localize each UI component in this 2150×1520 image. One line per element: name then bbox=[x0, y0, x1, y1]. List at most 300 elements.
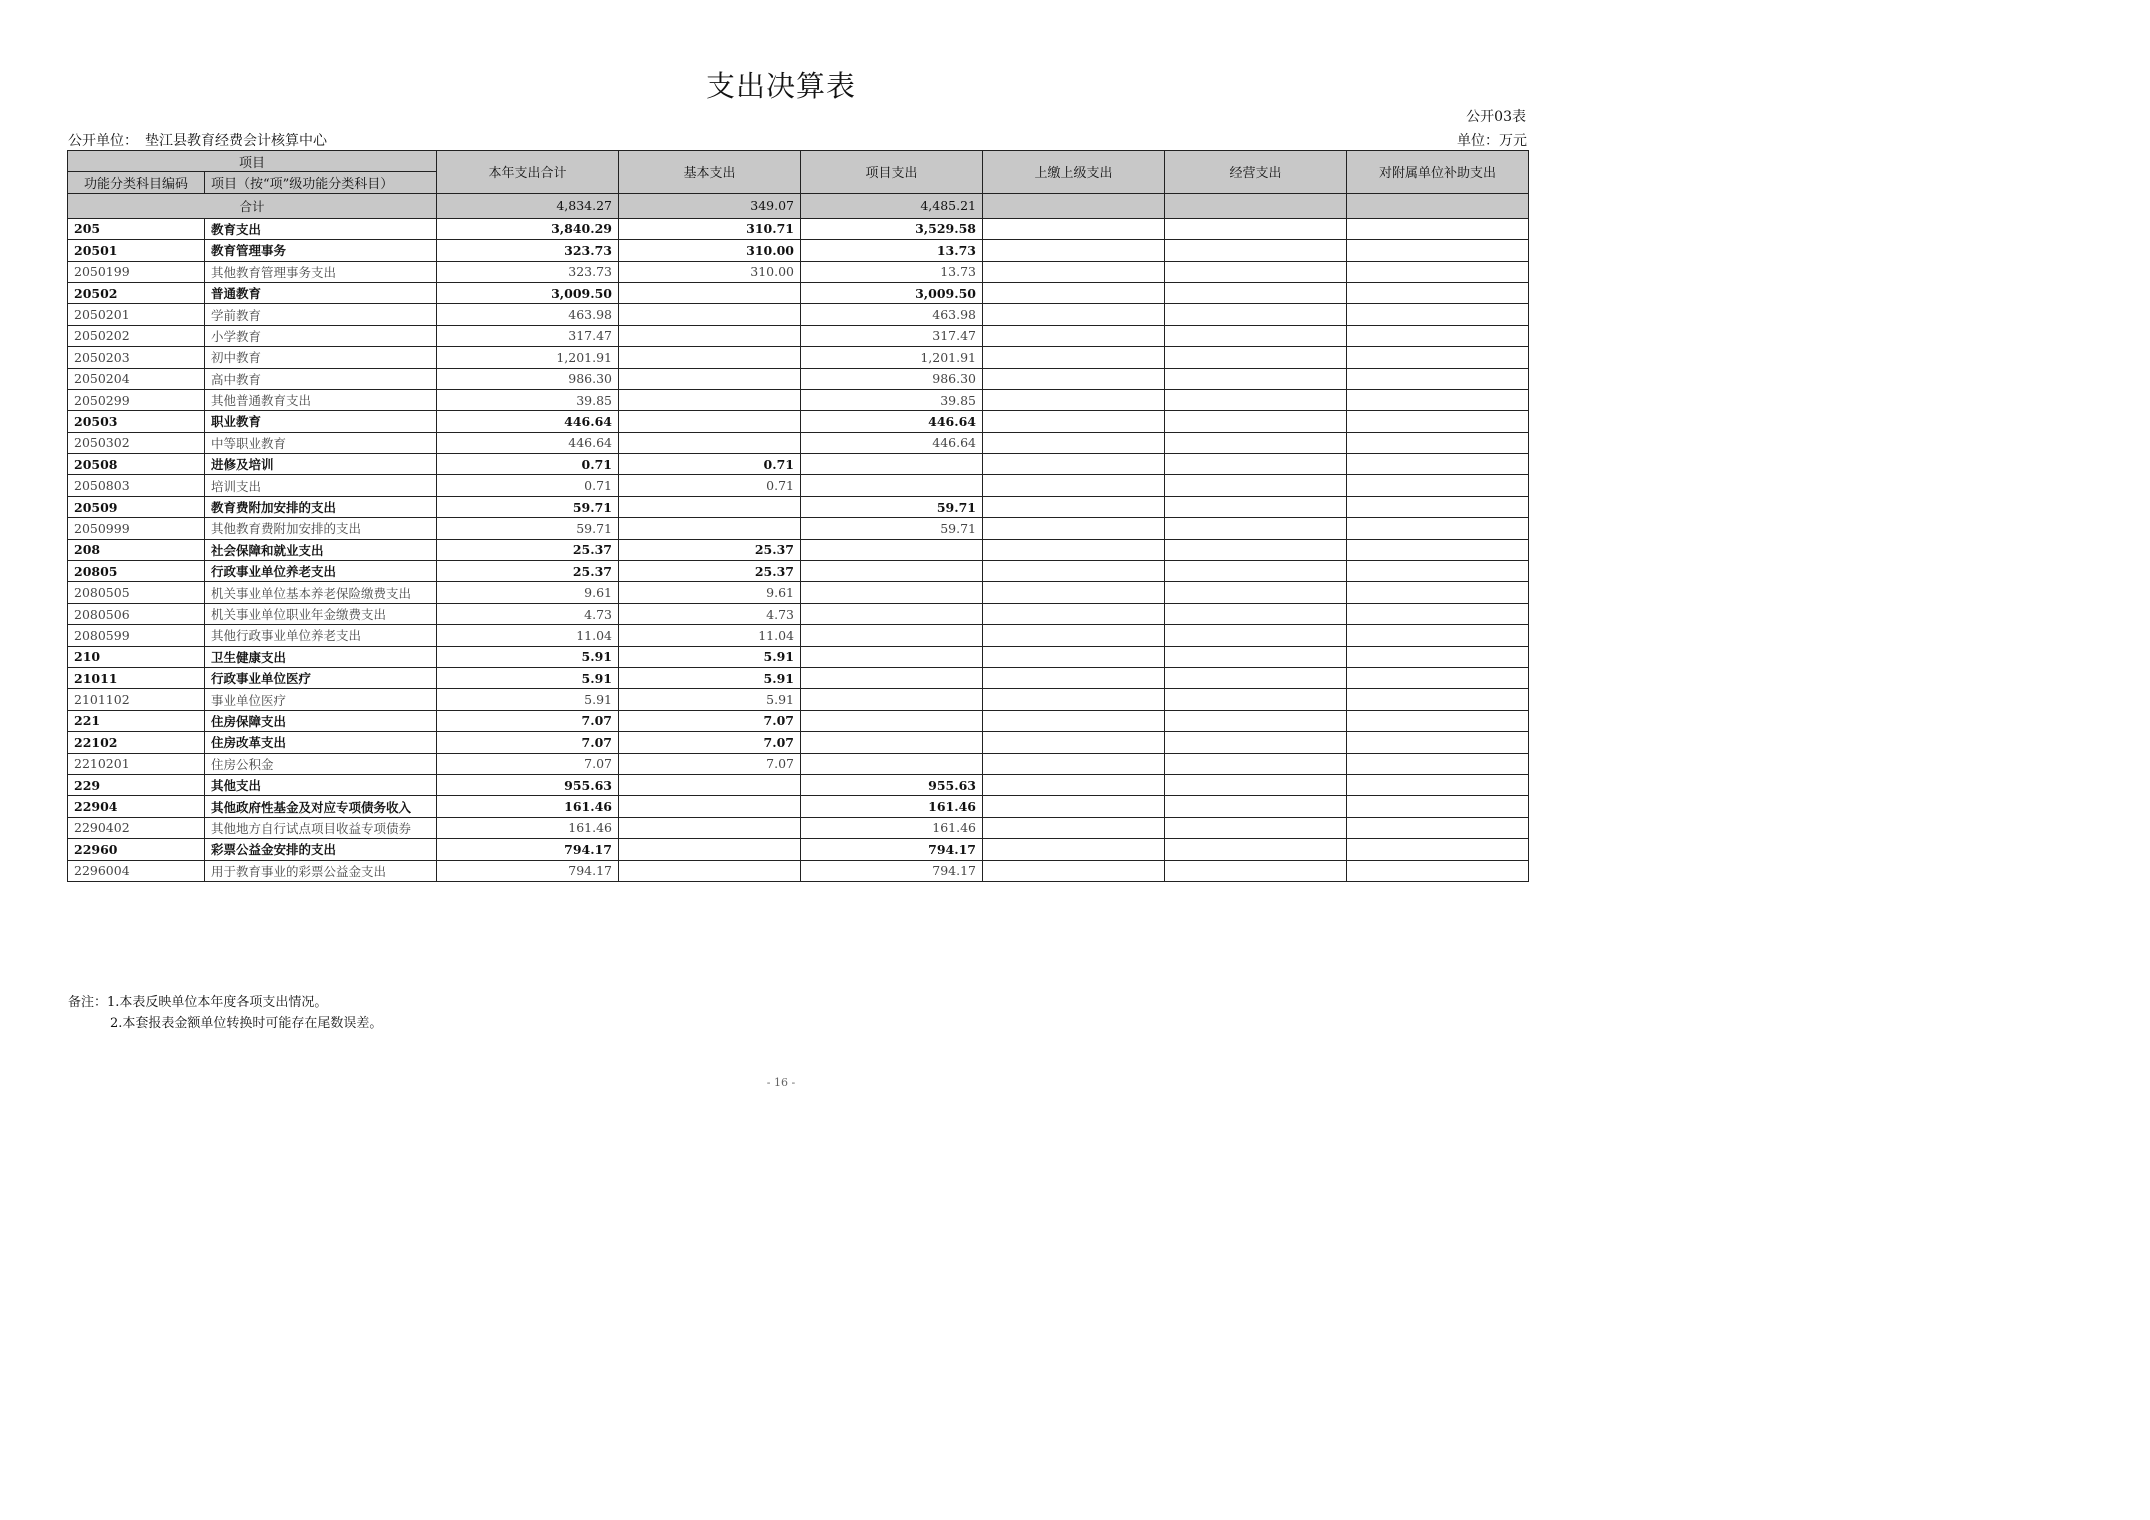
header-total: 本年支出合计 bbox=[437, 151, 619, 194]
row-basic bbox=[619, 282, 801, 303]
row-name: 彩票公益金安排的支出 bbox=[205, 839, 437, 860]
row-basic bbox=[619, 796, 801, 817]
row-total: 59.71 bbox=[437, 518, 619, 539]
table-row bbox=[68, 689, 1529, 710]
row-basic: 5.91 bbox=[619, 646, 801, 667]
row-subsidy bbox=[1347, 539, 1529, 560]
row-upper bbox=[983, 389, 1165, 410]
row-business bbox=[1165, 732, 1347, 753]
table-row bbox=[68, 454, 1529, 475]
row-subsidy bbox=[1347, 839, 1529, 860]
row-basic: 7.07 bbox=[619, 753, 801, 774]
row-project: 794.17 bbox=[801, 839, 983, 860]
row-code: 2050803 bbox=[68, 475, 205, 496]
row-basic: 11.04 bbox=[619, 625, 801, 646]
row-code: 2290402 bbox=[68, 817, 205, 838]
row-total: 3,840.29 bbox=[437, 218, 619, 239]
row-name: 中等职业教育 bbox=[205, 432, 437, 453]
total-amount: 4,834.27 bbox=[437, 193, 619, 218]
row-subsidy bbox=[1347, 817, 1529, 838]
row-subsidy bbox=[1347, 582, 1529, 603]
table-row bbox=[68, 411, 1529, 432]
row-name: 小学教育 bbox=[205, 325, 437, 346]
row-basic bbox=[619, 325, 801, 346]
row-basic bbox=[619, 496, 801, 517]
row-subsidy bbox=[1347, 389, 1529, 410]
row-project: 794.17 bbox=[801, 860, 983, 881]
row-code: 2050202 bbox=[68, 325, 205, 346]
table-row bbox=[68, 796, 1529, 817]
row-business bbox=[1165, 753, 1347, 774]
table-row bbox=[68, 475, 1529, 496]
table-row bbox=[68, 518, 1529, 539]
row-business bbox=[1165, 347, 1347, 368]
row-business bbox=[1165, 689, 1347, 710]
row-subsidy bbox=[1347, 774, 1529, 795]
row-total: 25.37 bbox=[437, 561, 619, 582]
row-upper bbox=[983, 774, 1165, 795]
row-name: 行政事业单位养老支出 bbox=[205, 561, 437, 582]
row-name: 机关事业单位基本养老保险缴费支出 bbox=[205, 582, 437, 603]
row-project: 986.30 bbox=[801, 368, 983, 389]
row-project: 955.63 bbox=[801, 774, 983, 795]
row-subsidy bbox=[1347, 625, 1529, 646]
row-basic: 7.07 bbox=[619, 732, 801, 753]
row-basic: 310.00 bbox=[619, 240, 801, 261]
total-label: 合计 bbox=[68, 193, 437, 218]
row-project bbox=[801, 454, 983, 475]
row-subsidy bbox=[1347, 218, 1529, 239]
row-upper bbox=[983, 603, 1165, 624]
row-total: 1,201.91 bbox=[437, 347, 619, 368]
row-total: 794.17 bbox=[437, 860, 619, 881]
row-project: 446.64 bbox=[801, 411, 983, 432]
row-name: 教育费附加安排的支出 bbox=[205, 496, 437, 517]
row-subsidy bbox=[1347, 603, 1529, 624]
row-basic bbox=[619, 304, 801, 325]
row-total: 323.73 bbox=[437, 261, 619, 282]
row-subsidy bbox=[1347, 518, 1529, 539]
row-name: 职业教育 bbox=[205, 411, 437, 432]
table-row bbox=[68, 710, 1529, 731]
row-business bbox=[1165, 282, 1347, 303]
row-basic bbox=[619, 860, 801, 881]
row-total: 25.37 bbox=[437, 539, 619, 560]
row-project: 161.46 bbox=[801, 817, 983, 838]
row-basic: 25.37 bbox=[619, 539, 801, 560]
table-row bbox=[68, 432, 1529, 453]
row-upper bbox=[983, 667, 1165, 688]
row-business bbox=[1165, 368, 1347, 389]
row-total: 317.47 bbox=[437, 325, 619, 346]
total-row bbox=[68, 193, 1529, 218]
row-business bbox=[1165, 667, 1347, 688]
table-row bbox=[68, 860, 1529, 881]
table-row bbox=[68, 261, 1529, 282]
row-total: 463.98 bbox=[437, 304, 619, 325]
row-project bbox=[801, 710, 983, 731]
row-basic: 4.73 bbox=[619, 603, 801, 624]
table-row bbox=[68, 347, 1529, 368]
row-subsidy bbox=[1347, 325, 1529, 346]
row-subsidy bbox=[1347, 561, 1529, 582]
table-row bbox=[68, 753, 1529, 774]
row-name: 住房公积金 bbox=[205, 753, 437, 774]
header-project: 项目支出 bbox=[801, 151, 983, 194]
row-code: 2101102 bbox=[68, 689, 205, 710]
row-basic: 5.91 bbox=[619, 667, 801, 688]
row-subsidy bbox=[1347, 240, 1529, 261]
row-code: 20501 bbox=[68, 240, 205, 261]
row-code: 2080506 bbox=[68, 603, 205, 624]
row-total: 161.46 bbox=[437, 817, 619, 838]
table-row bbox=[68, 561, 1529, 582]
row-project: 59.71 bbox=[801, 496, 983, 517]
row-name: 住房保障支出 bbox=[205, 710, 437, 731]
row-project: 59.71 bbox=[801, 518, 983, 539]
row-business bbox=[1165, 389, 1347, 410]
row-subsidy bbox=[1347, 732, 1529, 753]
row-business bbox=[1165, 325, 1347, 346]
row-upper bbox=[983, 261, 1165, 282]
row-name: 机关事业单位职业年金缴费支出 bbox=[205, 603, 437, 624]
row-business bbox=[1165, 518, 1347, 539]
row-subsidy bbox=[1347, 432, 1529, 453]
table-row bbox=[68, 646, 1529, 667]
row-total: 5.91 bbox=[437, 689, 619, 710]
row-total: 11.04 bbox=[437, 625, 619, 646]
row-business bbox=[1165, 240, 1347, 261]
row-total: 4.73 bbox=[437, 603, 619, 624]
row-project bbox=[801, 625, 983, 646]
row-total: 446.64 bbox=[437, 432, 619, 453]
row-code: 2050203 bbox=[68, 347, 205, 368]
row-business bbox=[1165, 432, 1347, 453]
row-project bbox=[801, 689, 983, 710]
row-project: 463.98 bbox=[801, 304, 983, 325]
expenditure-table bbox=[67, 150, 1529, 882]
row-code: 20502 bbox=[68, 282, 205, 303]
row-project bbox=[801, 753, 983, 774]
row-upper bbox=[983, 753, 1165, 774]
row-business bbox=[1165, 496, 1347, 517]
row-name: 其他教育管理事务支出 bbox=[205, 261, 437, 282]
row-code: 2050299 bbox=[68, 389, 205, 410]
row-upper bbox=[983, 839, 1165, 860]
note-1: 备注：1.本表反映单位本年度各项支出情况。 bbox=[68, 995, 328, 1010]
header-basic: 基本支出 bbox=[619, 151, 801, 194]
row-subsidy bbox=[1347, 667, 1529, 688]
row-business bbox=[1165, 646, 1347, 667]
row-code: 20509 bbox=[68, 496, 205, 517]
row-subsidy bbox=[1347, 282, 1529, 303]
row-upper bbox=[983, 496, 1165, 517]
row-name: 初中教育 bbox=[205, 347, 437, 368]
row-subsidy bbox=[1347, 261, 1529, 282]
header-code: 功能分类科目编码 bbox=[68, 172, 205, 193]
row-project bbox=[801, 646, 983, 667]
total-business bbox=[1165, 193, 1347, 218]
row-basic bbox=[619, 389, 801, 410]
row-total: 5.91 bbox=[437, 667, 619, 688]
row-name: 教育支出 bbox=[205, 218, 437, 239]
row-basic: 7.07 bbox=[619, 710, 801, 731]
row-basic bbox=[619, 432, 801, 453]
row-name: 行政事业单位医疗 bbox=[205, 667, 437, 688]
row-subsidy bbox=[1347, 646, 1529, 667]
row-business bbox=[1165, 839, 1347, 860]
row-project: 3,529.58 bbox=[801, 218, 983, 239]
row-project: 446.64 bbox=[801, 432, 983, 453]
row-code: 210 bbox=[68, 646, 205, 667]
table-row bbox=[68, 839, 1529, 860]
row-subsidy bbox=[1347, 304, 1529, 325]
row-code: 205 bbox=[68, 218, 205, 239]
row-subsidy bbox=[1347, 753, 1529, 774]
table-row bbox=[68, 539, 1529, 560]
table-row bbox=[68, 496, 1529, 517]
row-total: 39.85 bbox=[437, 389, 619, 410]
row-total: 794.17 bbox=[437, 839, 619, 860]
table-row bbox=[68, 304, 1529, 325]
row-project bbox=[801, 561, 983, 582]
row-basic: 5.91 bbox=[619, 689, 801, 710]
row-business bbox=[1165, 475, 1347, 496]
row-upper bbox=[983, 240, 1165, 261]
row-upper bbox=[983, 325, 1165, 346]
row-code: 20503 bbox=[68, 411, 205, 432]
table-row bbox=[68, 240, 1529, 261]
row-code: 229 bbox=[68, 774, 205, 795]
row-code: 2050302 bbox=[68, 432, 205, 453]
notes bbox=[68, 992, 382, 1034]
row-business bbox=[1165, 218, 1347, 239]
row-project bbox=[801, 667, 983, 688]
row-code: 2210201 bbox=[68, 753, 205, 774]
row-subsidy bbox=[1347, 411, 1529, 432]
row-upper bbox=[983, 582, 1165, 603]
row-name: 教育管理事务 bbox=[205, 240, 437, 261]
form-number: 公开03表 bbox=[1466, 109, 1526, 125]
row-subsidy bbox=[1347, 689, 1529, 710]
row-basic bbox=[619, 518, 801, 539]
row-code: 2080599 bbox=[68, 625, 205, 646]
row-upper bbox=[983, 454, 1165, 475]
row-basic: 310.71 bbox=[619, 218, 801, 239]
row-code: 22102 bbox=[68, 732, 205, 753]
row-upper bbox=[983, 432, 1165, 453]
page-title: 支出决算表 bbox=[705, 69, 856, 103]
row-upper bbox=[983, 304, 1165, 325]
row-project bbox=[801, 582, 983, 603]
row-upper bbox=[983, 347, 1165, 368]
row-subsidy bbox=[1347, 860, 1529, 881]
header-name: 项目（按“项”级功能分类科目） bbox=[205, 172, 437, 193]
header-project-group: 项目 bbox=[68, 151, 437, 172]
row-total: 0.71 bbox=[437, 475, 619, 496]
row-project bbox=[801, 603, 983, 624]
total-project: 4,485.21 bbox=[801, 193, 983, 218]
row-name: 卫生健康支出 bbox=[205, 646, 437, 667]
row-project: 1,201.91 bbox=[801, 347, 983, 368]
row-code: 221 bbox=[68, 710, 205, 731]
row-name: 社会保障和就业支出 bbox=[205, 539, 437, 560]
row-basic: 0.71 bbox=[619, 475, 801, 496]
row-basic bbox=[619, 774, 801, 795]
table-row bbox=[68, 325, 1529, 346]
row-upper bbox=[983, 368, 1165, 389]
header-business: 经营支出 bbox=[1165, 151, 1347, 194]
row-business bbox=[1165, 774, 1347, 795]
row-project: 13.73 bbox=[801, 261, 983, 282]
row-basic: 9.61 bbox=[619, 582, 801, 603]
table-row bbox=[68, 667, 1529, 688]
row-name: 其他行政事业单位养老支出 bbox=[205, 625, 437, 646]
row-basic bbox=[619, 368, 801, 389]
reporting-unit: 公开单位： 垫江县教育经费会计核算中心 bbox=[68, 133, 327, 149]
row-total: 5.91 bbox=[437, 646, 619, 667]
row-project bbox=[801, 539, 983, 560]
currency-unit: 单位：万元 bbox=[1457, 133, 1527, 149]
row-name: 培训支出 bbox=[205, 475, 437, 496]
row-project: 39.85 bbox=[801, 389, 983, 410]
total-basic: 349.07 bbox=[619, 193, 801, 218]
row-name: 事业单位医疗 bbox=[205, 689, 437, 710]
row-subsidy bbox=[1347, 475, 1529, 496]
row-subsidy bbox=[1347, 496, 1529, 517]
row-project bbox=[801, 732, 983, 753]
row-name: 高中教育 bbox=[205, 368, 437, 389]
row-total: 323.73 bbox=[437, 240, 619, 261]
row-code: 2080505 bbox=[68, 582, 205, 603]
row-name: 学前教育 bbox=[205, 304, 437, 325]
row-basic: 0.71 bbox=[619, 454, 801, 475]
row-total: 3,009.50 bbox=[437, 282, 619, 303]
row-code: 2050999 bbox=[68, 518, 205, 539]
row-upper bbox=[983, 689, 1165, 710]
row-upper bbox=[983, 710, 1165, 731]
row-upper bbox=[983, 475, 1165, 496]
row-business bbox=[1165, 411, 1347, 432]
row-business bbox=[1165, 817, 1347, 838]
table-row bbox=[68, 389, 1529, 410]
row-name: 其他地方自行试点项目收益专项债券 bbox=[205, 817, 437, 838]
row-code: 2050199 bbox=[68, 261, 205, 282]
row-upper bbox=[983, 539, 1165, 560]
row-code: 208 bbox=[68, 539, 205, 560]
table-row bbox=[68, 368, 1529, 389]
row-upper bbox=[983, 796, 1165, 817]
total-upper bbox=[983, 193, 1165, 218]
table-row bbox=[68, 282, 1529, 303]
row-code: 21011 bbox=[68, 667, 205, 688]
row-project: 13.73 bbox=[801, 240, 983, 261]
row-business bbox=[1165, 261, 1347, 282]
row-business bbox=[1165, 582, 1347, 603]
row-upper bbox=[983, 218, 1165, 239]
row-name: 普通教育 bbox=[205, 282, 437, 303]
row-name: 用于教育事业的彩票公益金支出 bbox=[205, 860, 437, 881]
row-code: 2050201 bbox=[68, 304, 205, 325]
row-subsidy bbox=[1347, 796, 1529, 817]
row-code: 22904 bbox=[68, 796, 205, 817]
row-basic: 25.37 bbox=[619, 561, 801, 582]
note-2: 2.本套报表金额单位转换时可能存在尾数误差。 bbox=[110, 1016, 383, 1031]
row-business bbox=[1165, 796, 1347, 817]
table-row bbox=[68, 218, 1529, 239]
row-upper bbox=[983, 518, 1165, 539]
row-total: 59.71 bbox=[437, 496, 619, 517]
row-total: 986.30 bbox=[437, 368, 619, 389]
row-total: 0.71 bbox=[437, 454, 619, 475]
row-business bbox=[1165, 860, 1347, 881]
row-name: 住房改革支出 bbox=[205, 732, 437, 753]
row-basic bbox=[619, 839, 801, 860]
row-subsidy bbox=[1347, 347, 1529, 368]
table-row bbox=[68, 603, 1529, 624]
page-number: - 16 - bbox=[766, 1076, 796, 1089]
row-subsidy bbox=[1347, 368, 1529, 389]
row-basic: 310.00 bbox=[619, 261, 801, 282]
row-total: 9.61 bbox=[437, 582, 619, 603]
row-name: 其他政府性基金及对应专项债务收入 bbox=[205, 796, 437, 817]
row-name: 进修及培训 bbox=[205, 454, 437, 475]
row-business bbox=[1165, 304, 1347, 325]
total-subsidy bbox=[1347, 193, 1529, 218]
row-code: 2050204 bbox=[68, 368, 205, 389]
row-project: 3,009.50 bbox=[801, 282, 983, 303]
row-business bbox=[1165, 625, 1347, 646]
row-basic bbox=[619, 347, 801, 368]
row-project bbox=[801, 475, 983, 496]
row-total: 7.07 bbox=[437, 753, 619, 774]
table-row bbox=[68, 817, 1529, 838]
header-upper: 上缴上级支出 bbox=[983, 151, 1165, 194]
row-subsidy bbox=[1347, 454, 1529, 475]
row-business bbox=[1165, 603, 1347, 624]
row-code: 2296004 bbox=[68, 860, 205, 881]
row-total: 161.46 bbox=[437, 796, 619, 817]
row-basic bbox=[619, 817, 801, 838]
row-total: 7.07 bbox=[437, 710, 619, 731]
header-subsidy: 对附属单位补助支出 bbox=[1347, 151, 1529, 194]
table-row bbox=[68, 774, 1529, 795]
row-subsidy bbox=[1347, 710, 1529, 731]
row-total: 446.64 bbox=[437, 411, 619, 432]
table-row bbox=[68, 582, 1529, 603]
row-basic bbox=[619, 411, 801, 432]
row-code: 22960 bbox=[68, 839, 205, 860]
row-code: 20805 bbox=[68, 561, 205, 582]
row-name: 其他教育费附加安排的支出 bbox=[205, 518, 437, 539]
row-upper bbox=[983, 561, 1165, 582]
table-row bbox=[68, 625, 1529, 646]
row-project: 317.47 bbox=[801, 325, 983, 346]
row-total: 7.07 bbox=[437, 732, 619, 753]
row-upper bbox=[983, 625, 1165, 646]
row-code: 20508 bbox=[68, 454, 205, 475]
row-business bbox=[1165, 539, 1347, 560]
row-upper bbox=[983, 282, 1165, 303]
row-upper bbox=[983, 732, 1165, 753]
table-row bbox=[68, 732, 1529, 753]
row-name: 其他支出 bbox=[205, 774, 437, 795]
row-business bbox=[1165, 561, 1347, 582]
row-name: 其他普通教育支出 bbox=[205, 389, 437, 410]
row-project: 161.46 bbox=[801, 796, 983, 817]
row-total: 955.63 bbox=[437, 774, 619, 795]
row-upper bbox=[983, 646, 1165, 667]
